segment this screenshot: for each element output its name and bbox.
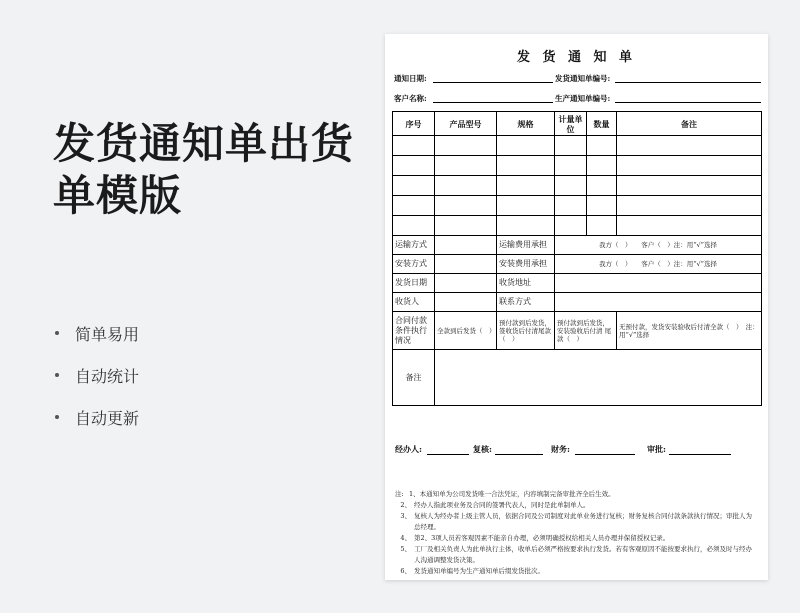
feature-item: [55, 396, 139, 438]
note-number: 2、: [400, 501, 411, 509]
header-cell: 计量单位: [555, 112, 587, 136]
finance-line: [575, 454, 635, 455]
bullet-dot-icon: [55, 415, 59, 419]
header-cell: 规格: [497, 112, 555, 136]
note-text: 本通知单为公司发货唯一合法凭证，内容填制完备审批齐全后生效。: [419, 490, 615, 498]
install-label: 安装方式: [393, 255, 435, 274]
shipment-table: [392, 111, 762, 406]
table-row: [393, 136, 762, 156]
table-row: [393, 156, 762, 176]
feature-item: [55, 354, 139, 396]
note-item: [395, 511, 753, 533]
production-no-label: 生产通知单编号:: [555, 94, 611, 103]
approval-line: [669, 454, 731, 455]
approval-label: 审批:: [647, 444, 666, 454]
note-number: 4、: [400, 534, 411, 542]
transport-fee-label: 运输费用承担: [497, 236, 555, 255]
term-prepay-install: 预付款到后发货，安装验收后付清 尾款（ ）: [555, 312, 617, 350]
ship-date-label: 发货日期: [393, 274, 435, 293]
note-item: [395, 533, 753, 544]
header-cell: 备注: [617, 112, 762, 136]
feature-label: 简单易用: [75, 324, 140, 344]
note-item: [395, 544, 753, 566]
receiver-label: 收货人: [393, 293, 435, 312]
transport-row: [393, 236, 762, 255]
install-row: [393, 255, 762, 274]
transport-fee-options: 我方（ ） 客户（ ）注：用“√”选择: [555, 236, 762, 255]
contact-label: 联系方式: [497, 293, 555, 312]
doc-title: 发 货 通 知 单: [516, 50, 637, 65]
notify-date-label: 通知日期:: [394, 74, 427, 83]
receiver-row: [393, 293, 762, 312]
remarks-row: [393, 350, 762, 406]
contract-terms-label: 合同付款条件执行情况: [393, 312, 435, 350]
note-text: 工厂及相关负责人为此单执行主体，收单后必须严格按要求执行发货。若有客观原因不能按要求执行，必须及时与经办人沟通调整发货决策。: [414, 545, 752, 564]
feature-list: [55, 312, 139, 438]
note-text: 第2、3项人员若客观因素不能亲自办理，必须明确授权给相关人员办理并保留授权记录。: [414, 534, 670, 542]
page-title: 发货通知单出货单模版: [53, 119, 355, 220]
feature-item: [55, 312, 139, 354]
transport-label: 运输方式: [393, 236, 435, 255]
notes-section: [395, 489, 753, 577]
notify-date-line: [433, 82, 553, 83]
note-text: 发货通知单编号为生产通知单后缀发货批次。: [414, 567, 544, 575]
customer-line: [433, 102, 553, 103]
table-row: [393, 216, 762, 236]
receive-address-label: 收货地址: [497, 274, 555, 293]
note-number: 1、: [409, 490, 420, 498]
table-header-row: [393, 112, 762, 136]
note-number: 3、: [400, 512, 411, 520]
handler-line: [427, 454, 469, 455]
production-no-line: [615, 102, 761, 103]
customer-label: 客户名称:: [394, 94, 427, 103]
note-item: [395, 500, 753, 511]
term-full-payment: 全款到后发货（ ）: [435, 312, 497, 350]
document-preview: [385, 34, 768, 580]
table-row: [393, 176, 762, 196]
note-text: 经办人指此项业务及合同的签署代表人，同时是此单制单人。: [414, 501, 590, 509]
reviewer-line: [495, 454, 543, 455]
note-text: 复核人为经办者上级主管人员，依据合同及公司制度对此单业务进行复核；财务复核合同付款条款执行情况；审批人为总经理。: [414, 512, 752, 531]
feature-label: 自动更新: [75, 408, 140, 428]
term-prepay-sign: 预付款到后发货，签收货后付清尾款（ ）: [497, 312, 555, 350]
remarks-label: 备注: [393, 350, 435, 406]
header-cell: 数量: [587, 112, 617, 136]
note-number: 5、: [400, 545, 411, 553]
finance-label: 财务:: [551, 444, 570, 454]
header-cell: 序号: [393, 112, 435, 136]
payment-terms-row: [393, 312, 762, 350]
header-cell: 产品型号: [435, 112, 497, 136]
term-no-prepay: 无预付款，发货安装验收后付清全款（ ） 注：用“√”选择: [617, 312, 762, 350]
notify-no-line: [615, 82, 761, 83]
bullet-dot-icon: [55, 373, 59, 377]
feature-label: 自动统计: [75, 366, 140, 386]
install-fee-options: 我方（ ） 客户（ ）注：用“√”选择: [555, 255, 762, 274]
handler-label: 经办人:: [395, 444, 422, 454]
notes-lead: 注:: [395, 490, 404, 498]
note-item: [395, 489, 753, 500]
notify-no-label: 发货通知单编号:: [555, 74, 611, 83]
note-number: 6、: [400, 567, 411, 575]
table-row: [393, 196, 762, 216]
bullet-dot-icon: [55, 331, 59, 335]
reviewer-label: 复核:: [473, 444, 492, 454]
note-item: [395, 566, 753, 577]
install-fee-label: 安装费用承担: [497, 255, 555, 274]
ship-date-row: [393, 274, 762, 293]
